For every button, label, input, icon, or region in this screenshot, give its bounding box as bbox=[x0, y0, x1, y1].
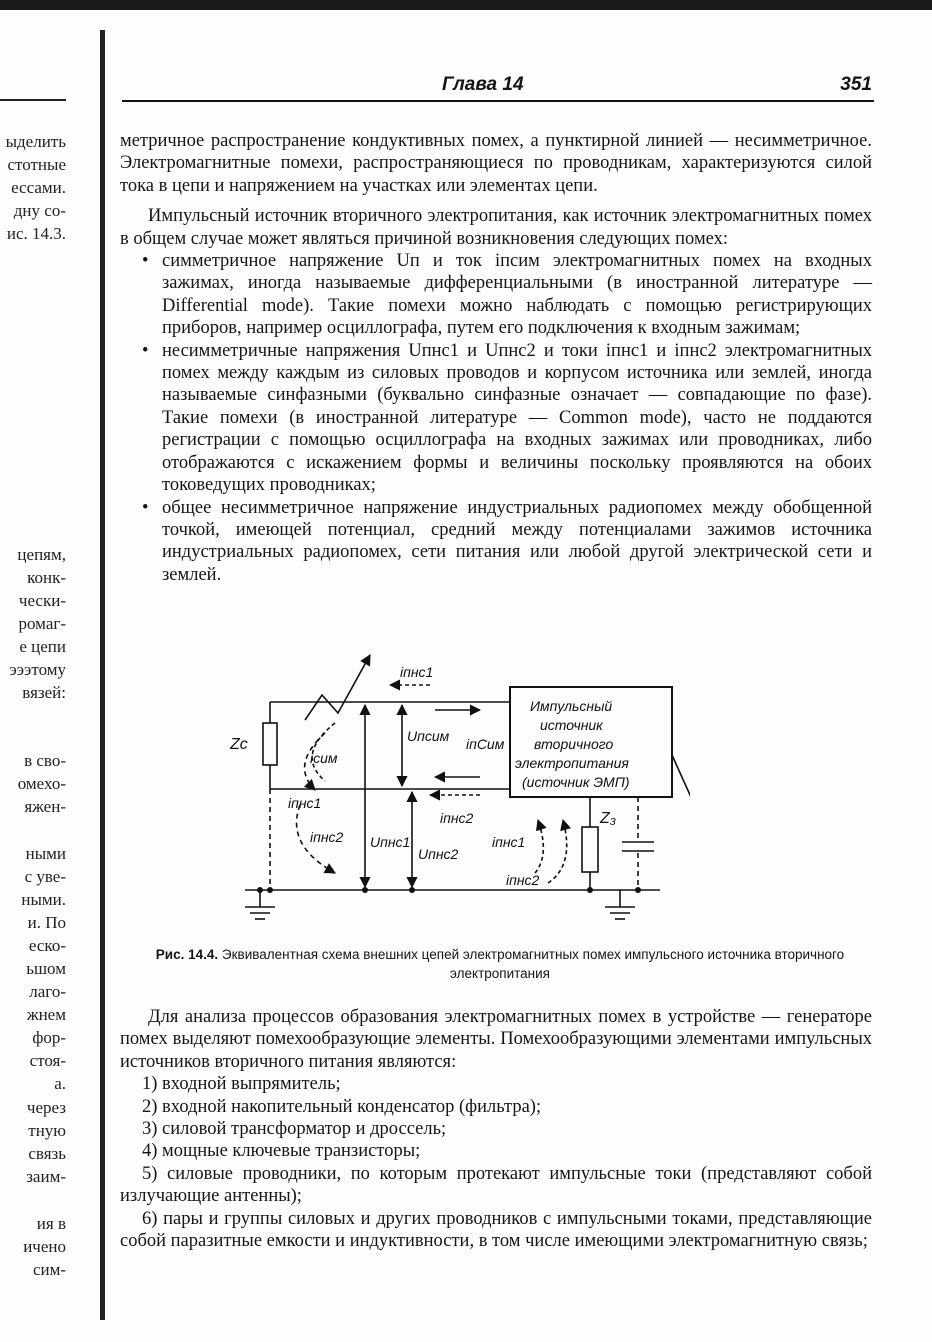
input-antenna bbox=[305, 655, 370, 720]
left-fragment-line: вязей: bbox=[22, 683, 66, 702]
left-fragment-line: омехо- bbox=[17, 774, 66, 793]
left-fragment-line: дну со- bbox=[13, 201, 66, 220]
label-zc: Zc bbox=[230, 736, 248, 753]
left-fragment-line: заим- bbox=[26, 1167, 66, 1186]
label-upsim: Uпсим bbox=[407, 728, 450, 744]
left-fragment-line: ьшом bbox=[26, 959, 66, 978]
left-page-fragment bbox=[0, 0, 96, 1342]
top-edge-bar bbox=[0, 0, 932, 10]
left-page-rule bbox=[0, 99, 66, 101]
label-upns2: Uпнс2 bbox=[418, 846, 459, 862]
list-item: 3) силовой трансформатор и дроссель; bbox=[142, 1119, 447, 1140]
paragraph: метричное распространение кондуктивных помех, а пунктирной линией — несимметричное. Электромагнитные помехи, распространяющиеся по проводникам, характеризуются силой тока в цепи и напряжением на участках или элементах цепи. bbox=[120, 131, 872, 196]
caption-text: Эквивалентная схема внешних цепей электромагнитных помех импульсного источника вторичного электропитания bbox=[221, 947, 845, 981]
paragraph: Импульсный источник вторичного электропитания, как источник электромагнитных помех в общем случае может являться причиной возникновения следующих помех: bbox=[120, 206, 872, 249]
zc-resistor bbox=[263, 723, 277, 765]
left-fragment-line: ными bbox=[25, 844, 66, 863]
left-fragment-line: связь bbox=[28, 1144, 66, 1163]
box-line: (источник ЭМП) bbox=[522, 774, 630, 790]
left-fragment-line: цепям, bbox=[17, 545, 66, 564]
left-fragment-line: тную bbox=[28, 1121, 66, 1140]
left-fragment-line: фор- bbox=[32, 1028, 66, 1047]
body-text-top bbox=[120, 130, 872, 586]
left-fragment-line: конк- bbox=[27, 568, 66, 587]
list-item: • общее несимметричное напряжение индустриальных радиопомех между обобщенной точкой, имеющей потенциал, средний между потенциалами зажимов источника индустриальных радиопомех, сети питания или любой другой электрической сети и землей. bbox=[120, 497, 872, 587]
box-line: вторичного bbox=[534, 736, 614, 752]
left-fragment-line: лаго- bbox=[29, 982, 66, 1001]
paragraph: Для анализа процессов образования электромагнитных помех в устройстве — генераторе помех выделяют помехообразующие элементы. Помехообразующими элементами импульсных источников вторичного питания являются: bbox=[120, 1007, 872, 1072]
list-item: • несимметричные напряжения Uпнс1 и Uпнс2 и токи iпнс1 и iпнс2 электромагнитных помех между каждым из силовых проводов и корпусом источника или землей, иногда называемые синфазными (буквально синфазные означает — совпадающие по фазе). Такие помехи (в иностранной литературе — Common mode), часто не поддаются регистрации с помощью осциллографа на входных зажимах или проводниках, либо отображаются с искажением формы и величины поскольку проявляются на обоих токоведущих проводниках; bbox=[120, 340, 872, 497]
label-ipsim: iпСим bbox=[466, 736, 505, 752]
left-fragment-line: а. bbox=[54, 1074, 66, 1093]
left-fragment-line: с уве- bbox=[24, 867, 66, 886]
left-fragment-line: яжен- bbox=[24, 797, 66, 816]
label-upns1: Uпнс1 bbox=[370, 834, 411, 850]
left-fragment-line: ис. 14.3. bbox=[6, 224, 66, 243]
book-spine-shadow bbox=[100, 30, 105, 1320]
figure-caption bbox=[140, 945, 860, 983]
left-fragment-line: е цепи bbox=[19, 637, 66, 656]
left-fragment-line: ыделить bbox=[5, 132, 66, 151]
bullet-list bbox=[120, 250, 872, 586]
left-fragment-line: ия в bbox=[36, 1214, 66, 1233]
left-fragment-line: жнем bbox=[26, 1005, 66, 1024]
left-fragment-line: в сво- bbox=[24, 751, 66, 770]
list-item: 4) мощные ключевые транзисторы; bbox=[142, 1141, 421, 1162]
left-fragment-line: и. По bbox=[27, 913, 66, 932]
list-item: 2) входной накопительный конденсатор (фильтра); bbox=[142, 1096, 542, 1117]
left-fragment-line: ессами. bbox=[11, 178, 66, 197]
left-fragment-line: через bbox=[26, 1098, 66, 1117]
left-fragment-line: чески- bbox=[18, 591, 66, 610]
z3-resistor bbox=[582, 827, 598, 872]
left-fragment-line: ромаг- bbox=[18, 614, 66, 633]
circuit-diagram bbox=[230, 645, 690, 935]
list-item: • симметричное напряжение Uп и ток iпсим электромагнитных помех на входных зажимах, иногда называемые дифференциальными (в иностранной литературе — Differential mode). Такие помехи можно наблюдать с помощью регистрирующих приборов, например осциллографа, путем его подключения к входным зажимам; bbox=[120, 250, 872, 340]
left-fragment-line: стоя- bbox=[29, 1051, 66, 1070]
header-rule bbox=[122, 100, 874, 102]
numbered-list bbox=[120, 1073, 872, 1252]
label-isim: iсим bbox=[310, 750, 338, 766]
page-number: 351 bbox=[840, 74, 872, 95]
list-item: 5) силовые проводники, по которым протекают импульсные токи (представляют собой излучающие антенны); bbox=[120, 1163, 872, 1207]
list-item: 6) пары и группы силовых и других проводников с импульсными токами, представляющие собой паразитные емкости и индуктивности, в том числе имеющими электромагнитную связь; bbox=[120, 1208, 872, 1252]
label-z3: Z₃ bbox=[600, 810, 617, 827]
chapter-title: Глава 14 bbox=[442, 74, 524, 95]
box-line: источник bbox=[540, 717, 603, 733]
box-line: электропитания bbox=[515, 755, 629, 771]
running-header bbox=[122, 72, 872, 98]
left-fragment-line: ными. bbox=[21, 890, 66, 909]
body-text-bottom bbox=[120, 1006, 872, 1252]
box-line: Импульсный bbox=[530, 698, 613, 714]
label-ipns2-left: iпнс2 bbox=[310, 829, 344, 845]
left-fragment-line: стотные bbox=[7, 155, 66, 174]
label-ipns2-bottom: iпнс2 bbox=[506, 872, 540, 888]
label-ipns2-mid: iпнс2 bbox=[440, 810, 474, 826]
caption-label: Рис. 14.4. bbox=[155, 947, 219, 962]
left-fragment-line: ичено bbox=[23, 1237, 66, 1256]
left-fragment-line: еско- bbox=[28, 936, 66, 955]
label-ipns1-right: iпнс1 bbox=[492, 834, 526, 850]
label-ipns1-top: iпнс1 bbox=[400, 664, 434, 680]
label-ipns1-left: iпнс1 bbox=[288, 795, 322, 811]
left-fragment-line: эээтому bbox=[9, 660, 66, 679]
list-item: 1) входной выпрямитель; bbox=[142, 1074, 341, 1095]
left-fragment-line: сим- bbox=[32, 1260, 66, 1279]
output-antenna bbox=[672, 725, 690, 805]
